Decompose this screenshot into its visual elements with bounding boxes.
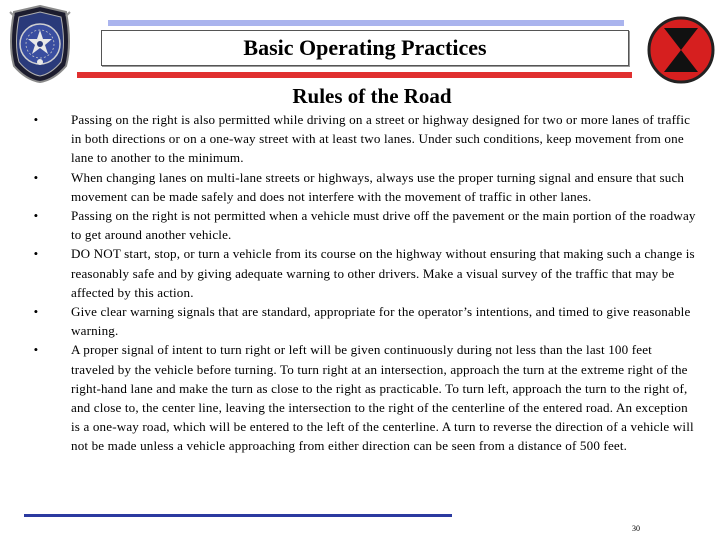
bullet-item (30, 110, 698, 168)
bullet-item (30, 168, 698, 206)
bullet-item (30, 206, 698, 244)
bullet-dot-icon: • (33, 208, 39, 224)
red-divider-bar (77, 72, 632, 78)
division-insignia-icon (646, 8, 716, 92)
bullet-dot-icon: • (33, 112, 39, 127)
left-emblem-icon (6, 4, 74, 84)
bullet-text: DO NOT start, stop, or turn a vehicle from its course on the highway without ensuring that making such a change is reasonably safe and by giving adequate warning to other drivers. Make a visual survey of the traffic that may be affected by this action. (71, 246, 695, 300)
top-accent-bar (108, 20, 624, 26)
bullet-list (30, 110, 698, 456)
section-subtitle: Rules of the Road (292, 84, 452, 108)
page-title: Basic Operating Practices (101, 30, 629, 66)
bullet-dot-icon: • (33, 246, 39, 262)
bullet-text: Passing on the right is not permitted when a vehicle must drive off the pavement or the main portion of the roadway to get around another vehicle. (71, 208, 696, 243)
bullet-dot-icon: • (33, 304, 39, 320)
bullet-item (30, 244, 698, 302)
bullet-item (30, 340, 698, 455)
bullet-text: A proper signal of intent to turn right or left will be given continuously during not less than the last 100 feet traveled by the vehicle before turning. To turn right at an intersection, approach the turn at the extreme right of the right-hand lane and make the turn as close to the right as practicable. To turn left, approach the turn to the right of, and close to, the center line, leaving the intersection to the right of the centerline of the entered road. An exception is a one-way road, which will be entered to the left of the centerline. A turn to reverse the direction of a vehicle will not be made unless a vehicle approaching from either direction can be seen from a distance of 500 feet. (71, 342, 694, 454)
bullet-text: Give clear warning signals that are standard, appropriate for the operator’s intentions, and timed to give reasonable warning. (71, 304, 691, 339)
bullet-dot-icon: • (33, 342, 39, 358)
bullet-text: Passing on the right is also permitted while driving on a street or highway designed for two or more lanes of traffic in both directions or on a one-way street with at least two lanes. Under such conditions, keep movement from one lane to another to the minimum. (71, 112, 691, 166)
bullet-dot-icon: • (33, 169, 39, 185)
page-number: 30 (632, 524, 640, 533)
bullet-item (30, 302, 698, 340)
bottom-accent-bar (24, 514, 452, 517)
bullet-text: When changing lanes on multi-lane streets or highways, always use the proper turning signal and ensure that such movement can be made safely and does not interfere with the movement of traffic in other lanes. (71, 169, 685, 204)
